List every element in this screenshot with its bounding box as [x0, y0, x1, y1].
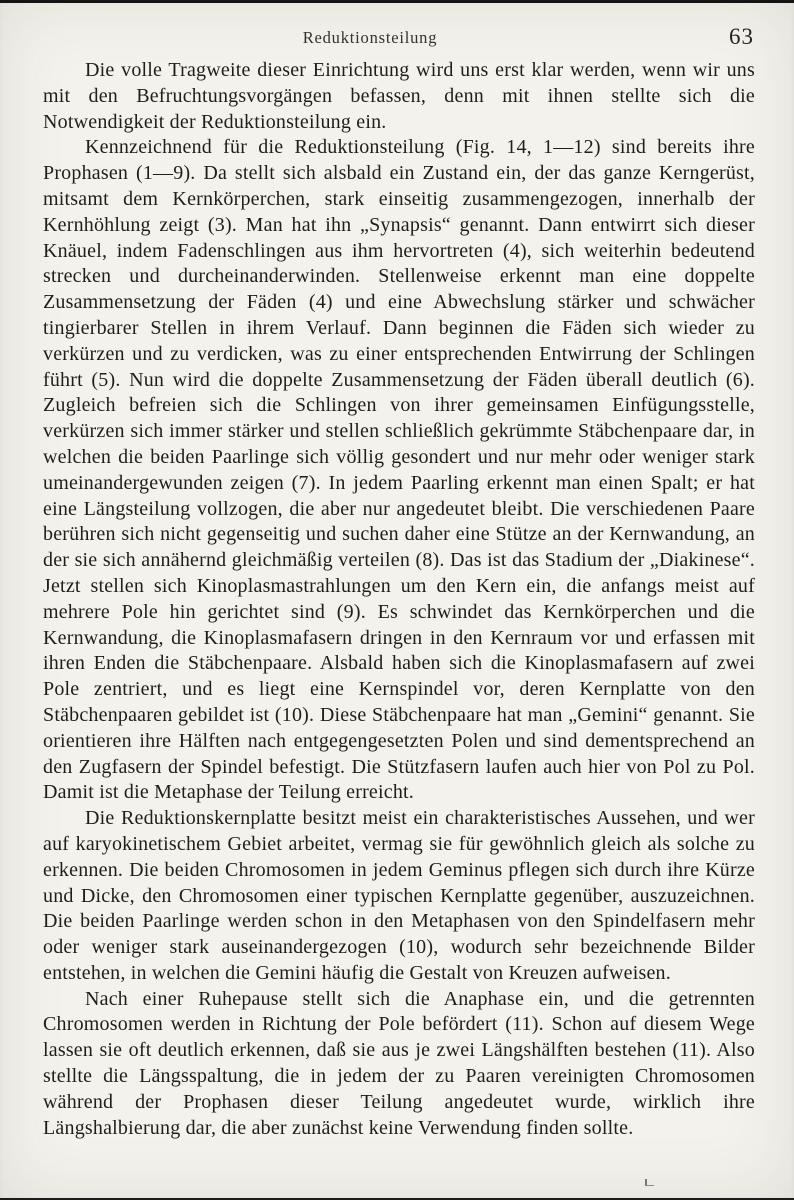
scan-edge-top	[0, 0, 794, 3]
paragraph-2: Kennzeichnend für die Reduktionsteilung (Fig. 14, 1—12) sind bereits ihre Prophasen (1—9). Da stellt sich alsbald ein Zustand ein, der das ganze Kerngerüst, mitsamt dem Kernkörperchen, stark einseitig zusammengezogen, innerhalb der Kernhöhlung zeigt (3). Man hat ihn „Synapsis“ genannt. Dann entwirrt sich dieser Knäuel, indem Fadenschlingen aus ihm hervortreten (4), sich weiterhin bedeutend strecken und durcheinanderwinden. Stellenweise erkennt man eine doppelte Zusammensetzung der Fäden (4) und eine Abwechslung stärker und schwächer tingierbarer Stellen in ihrem Verlauf. Dann beginnen die Fäden sich wieder zu verkürzen und zu verdicken, was zu einer entsprechenden Entwirrung der Schlingen führt (5). Nun wird die doppelte Zusammensetzung der Fäden überall deutlich (6). Zugleich befreien sich die Schlingen von ihrer gemeinsamen Einfügungsstelle, verkürzen sich immer stärker und stellen schließlich gekrümmte Stäbchenpaare dar, in welchen die beiden Paarlinge sich völlig gesondert und nur mehr oder weniger stark umeinandergewunden zeigen (7). In jedem Paarling erkennt man einen Spalt; er hat eine Längsteilung vollzogen, die aber nur angedeutet bleibt. Die verschiedenen Paare berühren sich nicht gegenseitig und suchen daher eine Stütze an der Kernwandung, an der sie sich annähernd gleichmäßig verteilen (8). Das ist das Stadium der „Diakinese“. Jetzt stellen sich Kinoplasmastrahlungen um den Kern ein, die anfangs meist auf mehrere Pole hin gerichtet sind (9). Es schwindet das Kernkörperchen und die Kernwandung, die Kinoplasmafasern dringen in den Kernraum vor und erfassen mit ihren Enden die Stäbchenpaare. Alsbald haben sich die Kinoplasmafasern auf zwei Pole zentriert, und es liegt eine Kernspindel vor, deren Kernplatte von den Stäbchenpaaren gebildet ist (10). Diese Stäbchenpaare hat man „Gemini“ genannt. Sie orientieren ihre Hälften nach entgegengesetzten Polen und sind dementsprechend an den Zugfasern der Spindel befestigt. Die Stützfasern laufen auch hier von Pol zu Pol. Damit ist die Metaphase der Teilung erreicht.	[43, 136, 755, 804]
page-header	[44, 24, 756, 60]
page-body	[43, 58, 755, 1141]
paragraph-3: Die Reduktionskernplatte besitzt meist ein charakteristisches Aussehen, und wer auf karyokinetischem Gebiet arbeitet, vermag sie für gewöhnlich gleich als solche zu erkennen. Die beiden Chromosomen in jedem Geminus pflegen sich durch ihre Kürze und Dicke, den Chromosomen einer typischen Kernplatte gegenüber, auszuzeichnen. Die beiden Paarlinge werden schon in den Metaphasen von den Spindelfasern mehr oder weniger stark auseinandergezogen (10), wodurch sehr bezeichnende Bilder entstehen, in welchen die Gemini häufig die Gestalt von Kreuzen aufweisen.	[43, 807, 755, 984]
page-number: 63	[729, 24, 754, 49]
paragraph-4: Nach einer Ruhepause stellt sich die Anaphase ein, und die getrennten Chromosomen werden in Richtung der Pole befördert (11). Schon auf diesem Wege lassen sie oft deutlich erkennen, daß sie aus je zwei Längshälften bestehen (11). Also stellte die Längsspaltung, die in jedem der zu Paaren vereinigten Chromosomen während der Prophasen dieser Teilung angedeutet wurde, wirklich ihre Längshalbierung dar, die aber zunächst keine Verwendung finden sollte.	[43, 987, 755, 1139]
paragraph-1: Die volle Tragweite dieser Einrichtung wird uns erst klar werden, wenn wir uns mit den Befruchtungsvorgängen befassen, denn mit ihnen stellte sich die Notwendigkeit der Reduktionsteilung ein.	[43, 59, 755, 133]
running-title: Reduktionsteilung	[302, 28, 438, 47]
scan-artifact-mark	[645, 1179, 654, 1186]
